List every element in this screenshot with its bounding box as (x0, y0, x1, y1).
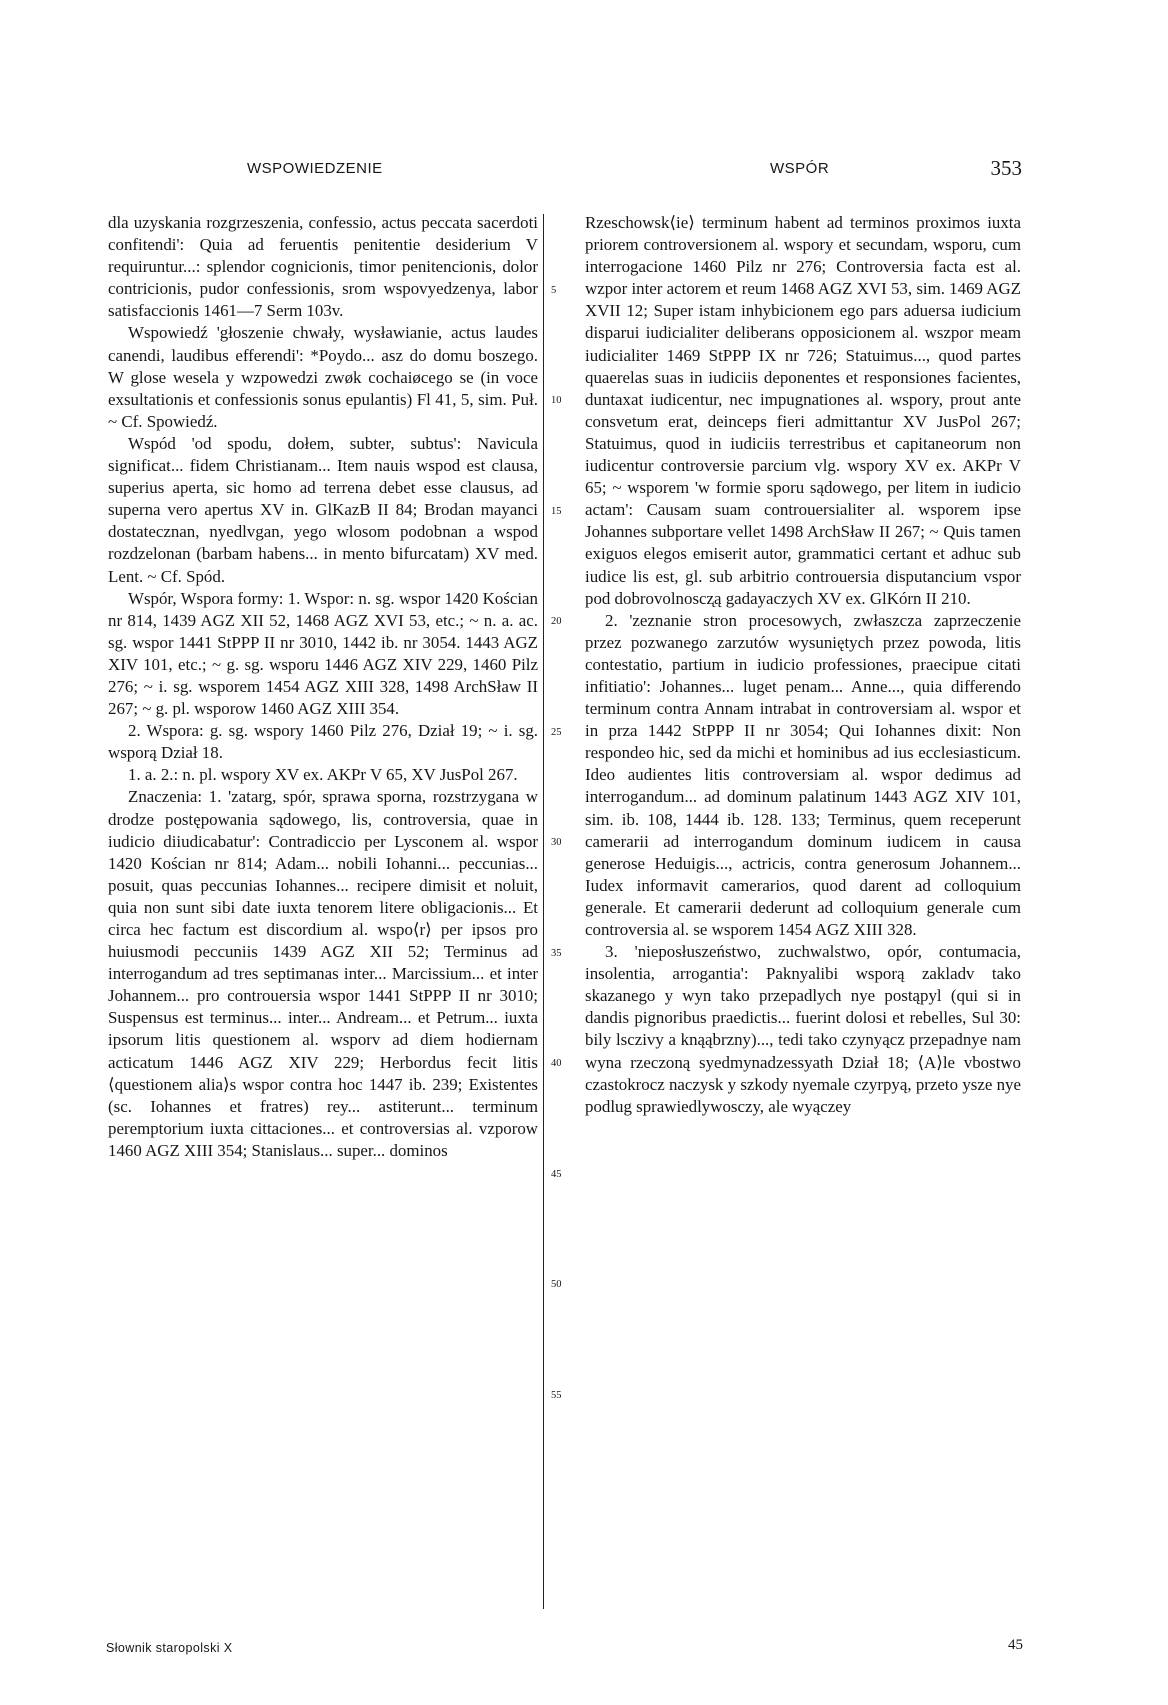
line-number: 5 (551, 285, 557, 296)
page-number: 353 (990, 156, 1022, 180)
header-left-headword: WSPOWIEDZENIE (247, 160, 383, 177)
entry-wspora-forms: 2. Wspora: g. sg. wspory 1460 Pilz 276, Dział 19; ~ i. sg. wsporą Dział 18. (108, 721, 538, 763)
entry-paragraph: Rzeschowsk⟨ie⟩ terminum habent ad terminos proximos iuxta priorem controversionem al. wspory et secundam, wsporu, cum interrogacione 1460 Pilz nr 276; Controversia facta est al. wzpor inter actorem et reum 1468 AGZ XVI 53, sim. 1469 AGZ XVII 12; Super istam inhybicionem ego pars aduersa iudicium disparui iudicialiter deliberans opposicionem al. wszpor meam iudicialiter 1469 StPPP IX nr 726; Statuimus..., quod partes quaerelas suas in iudiciis deponentes et responsiones facientes, duntaxat iudicentur, nec impugnationes al. wspory, prout ante consvetum erat, deinceps fieri admittantur XV JusPol 267; Statuimus, quod in iudiciis terrestribus et capitaneorum non iudicentur controversie parcium vlg. wspory XV ex. AKPr V 65; ~ wsporem 'w formie sporu sądowego, per litem in iudicio actam': Causam suam controuersialiter al. wsporem ipse Johannes subportare vellet 1498 ArchSław II 267; ~ Quis tamen exiguos elegos emiserit autor, grammatici certant et adhuc sub iudice lis est, gl. sub arbitrio controuersia disputancium vspor pod dobrovolnoscz̨ą gadayaczych XV ex. GlKórn II 210. (585, 213, 1021, 608)
entry-plural-forms: 1. a. 2.: n. pl. wspory XV ex. AKPr V 65, XV JusPol 267. (128, 765, 518, 785)
entry-wspod: Wspód 'od spodu, dołem, subter, subtus': Navicula significat... fidem Christianam... Item nauis wspod est clausa, superius aperta, sic homo ad terrena debet esse clausus, ad superna vero apertus XV in. GlKazB II 84; Brodan mayanci dostatecznan, nyedlvgan, yego wlosom podobnan a wspod rozdzelonan (barbam habens... in mento bifurcatam) XV med. Lent. ~ Cf. Spód. (108, 433, 538, 586)
column-rule (543, 214, 544, 1609)
entry-wspor-forms: Wspór, Wspora formy: 1. Wspor: n. sg. wspor 1420 Kościan nr 814, 1439 AGZ XII 52, 1468 AGZ XVI 53, etc.; ~ n. a. ac. sg. wspor 1441 StPPP II nr 3010, 1442 ib. nr 3054. 1443 AGZ XIV 101, etc.; ~ g. sg. wsporu 1446 AGZ XIV 229, 1460 Pilz 276; ~ i. sg. wsporem 1454 AGZ XIII 328, 1498 ArchSław II 267; ~ g. pl. wsporow 1460 AGZ XIII 354. (108, 588, 538, 719)
line-number: 20 (551, 616, 562, 627)
left-column (108, 212, 538, 1162)
line-number: 40 (551, 1058, 562, 1069)
line-number: 50 (551, 1279, 562, 1290)
footer-title: Słownik staropolski X (106, 1641, 233, 1655)
running-header (105, 156, 1022, 186)
line-number: 15 (551, 506, 562, 517)
right-column (585, 212, 1021, 1118)
line-number: 35 (551, 948, 562, 959)
entry-wspowiedz: Wspowiedź 'głoszenie chwały, wysławianie, actus laudes canendi, laudibus efferendi': *Poydo... asz do domu boszego. W glose wesela y wzpowedzi zwøk cochaiøcego se (in voce exsultationis et confessionis sonus epulantis) Fl 41, 5, sim. Puł. ~ Cf. Spowiedź. (108, 323, 538, 431)
entry-paragraph: dla uzyskania rozgrzeszenia, confessio, actus peccata sacerdoti confitendi': Quia ad feruentis penitentie desiderium V requiruntur...: splendor cognicionis, timor penitencionis, dolor contricionis, pudor confessionis, srom wspovyedzenya, labor satisfaccionis 1461—7 Serm 103v. (108, 213, 538, 321)
line-number: 45 (551, 1169, 562, 1180)
footer-signature: 45 (1008, 1637, 1023, 1653)
line-number: 30 (551, 837, 562, 848)
header-right-headword: WSPÓR (770, 160, 830, 177)
meaning-2: 2. 'zeznanie stron procesowych, zwłaszcza zaprzeczenie przez pozwanego zarzutów wysuniętych przez powoda, litis contestatio, partium in iudicio professiones, praecipue citati infitiatio': Johannes... luget penam... Anne..., quia differendo terminum contra Annam intrabat in controversiam al. wspor et in prza 1442 StPPP II nr 3054; Qui Iohannes dixit: Non respondeo hic, sed da michi et hominibus ad ius ecclesiasticum. Ideo audientes litis controversiam al. wspor dedimus ad interrogandum... ad dominum palatinum 1443 AGZ XIV 101, sim. ib. 108, 1444 ib. 128. 133; Terminus, quem receperunt camerarii ad interrogandum dominum iudicem in causa generose Heduigis..., actricis, contra generosum Johannem... Iudex informavit camerarios, quod darent ad colloquium generale. Et camerarii dederunt ad colloquium generale cum controversia al. se wsporem 1454 AGZ XIII 328. (585, 610, 1021, 939)
line-number: 25 (551, 727, 562, 738)
line-number: 55 (551, 1390, 562, 1401)
meaning-3: 3. 'nieposłuszeństwo, zuchwalstwo, opór, contumacia, insolentia, arrogantia': Paknyalibi wsporą zakladv tako skazanego y wyn tako przepadlych nye postąpyl (qui si in dandis pignoribus praedictis... fuerint dolosi et rebelles, Sul 30: bily lsczivy a knąąbrzny)..., tedi tako czynyącz przepadnye nam wyna rzeczoną syedmynadzessyath Dział 18; ⟨A⟩le vbostwo czastokrocz naczysk y szkody nyemale czyrpyą, przeto ysze nye podlug sprawiedlywosczy, ale wyączey (585, 942, 1021, 1116)
entry-meanings: Znaczenia: 1. 'zatarg, spór, sprawa sporna, rozstrzygana w drodze postępowania sądowego, lis, controversia, quae in iudicio diiudicabatur': Contradiccio per Lysconem al. wspor 1420 Kościan nr 814; Adam... nobili Iohanni... peccunias... posuit, quas peccunias Iohannes... recipere dimisit et noluit, quia non sunt sibi date iuxta tenorem litere obligacionis... Et circa hec factum est discordium al. wspo⟨r⟩ per ipsos pro huiusmodi peccuniis 1439 AGZ XII 52; Terminus ad interrogandum ad tres septimanas inter... Marcissium... et inter Johannem... pro controuersia wspor 1441 StPPP II nr 3010; Suspensus est terminus... inter... Andream... et Petrum... iuxta ipsorum litis questionem al. wsporv ad diem hodiernam acticatum 1446 AGZ XIV 229; Herbordus fecit litis ⟨questionem alia⟩s wspor contra hoc 1447 ib. 239; Existentes (sc. Iohannes et fratres) rey... astiterunt... terminum peremptorium iuxta cittaciones... et controversias al. vzporow 1460 AGZ XIII 354; Stanislaus... super... dominos (108, 787, 538, 1160)
line-number: 10 (551, 395, 562, 406)
